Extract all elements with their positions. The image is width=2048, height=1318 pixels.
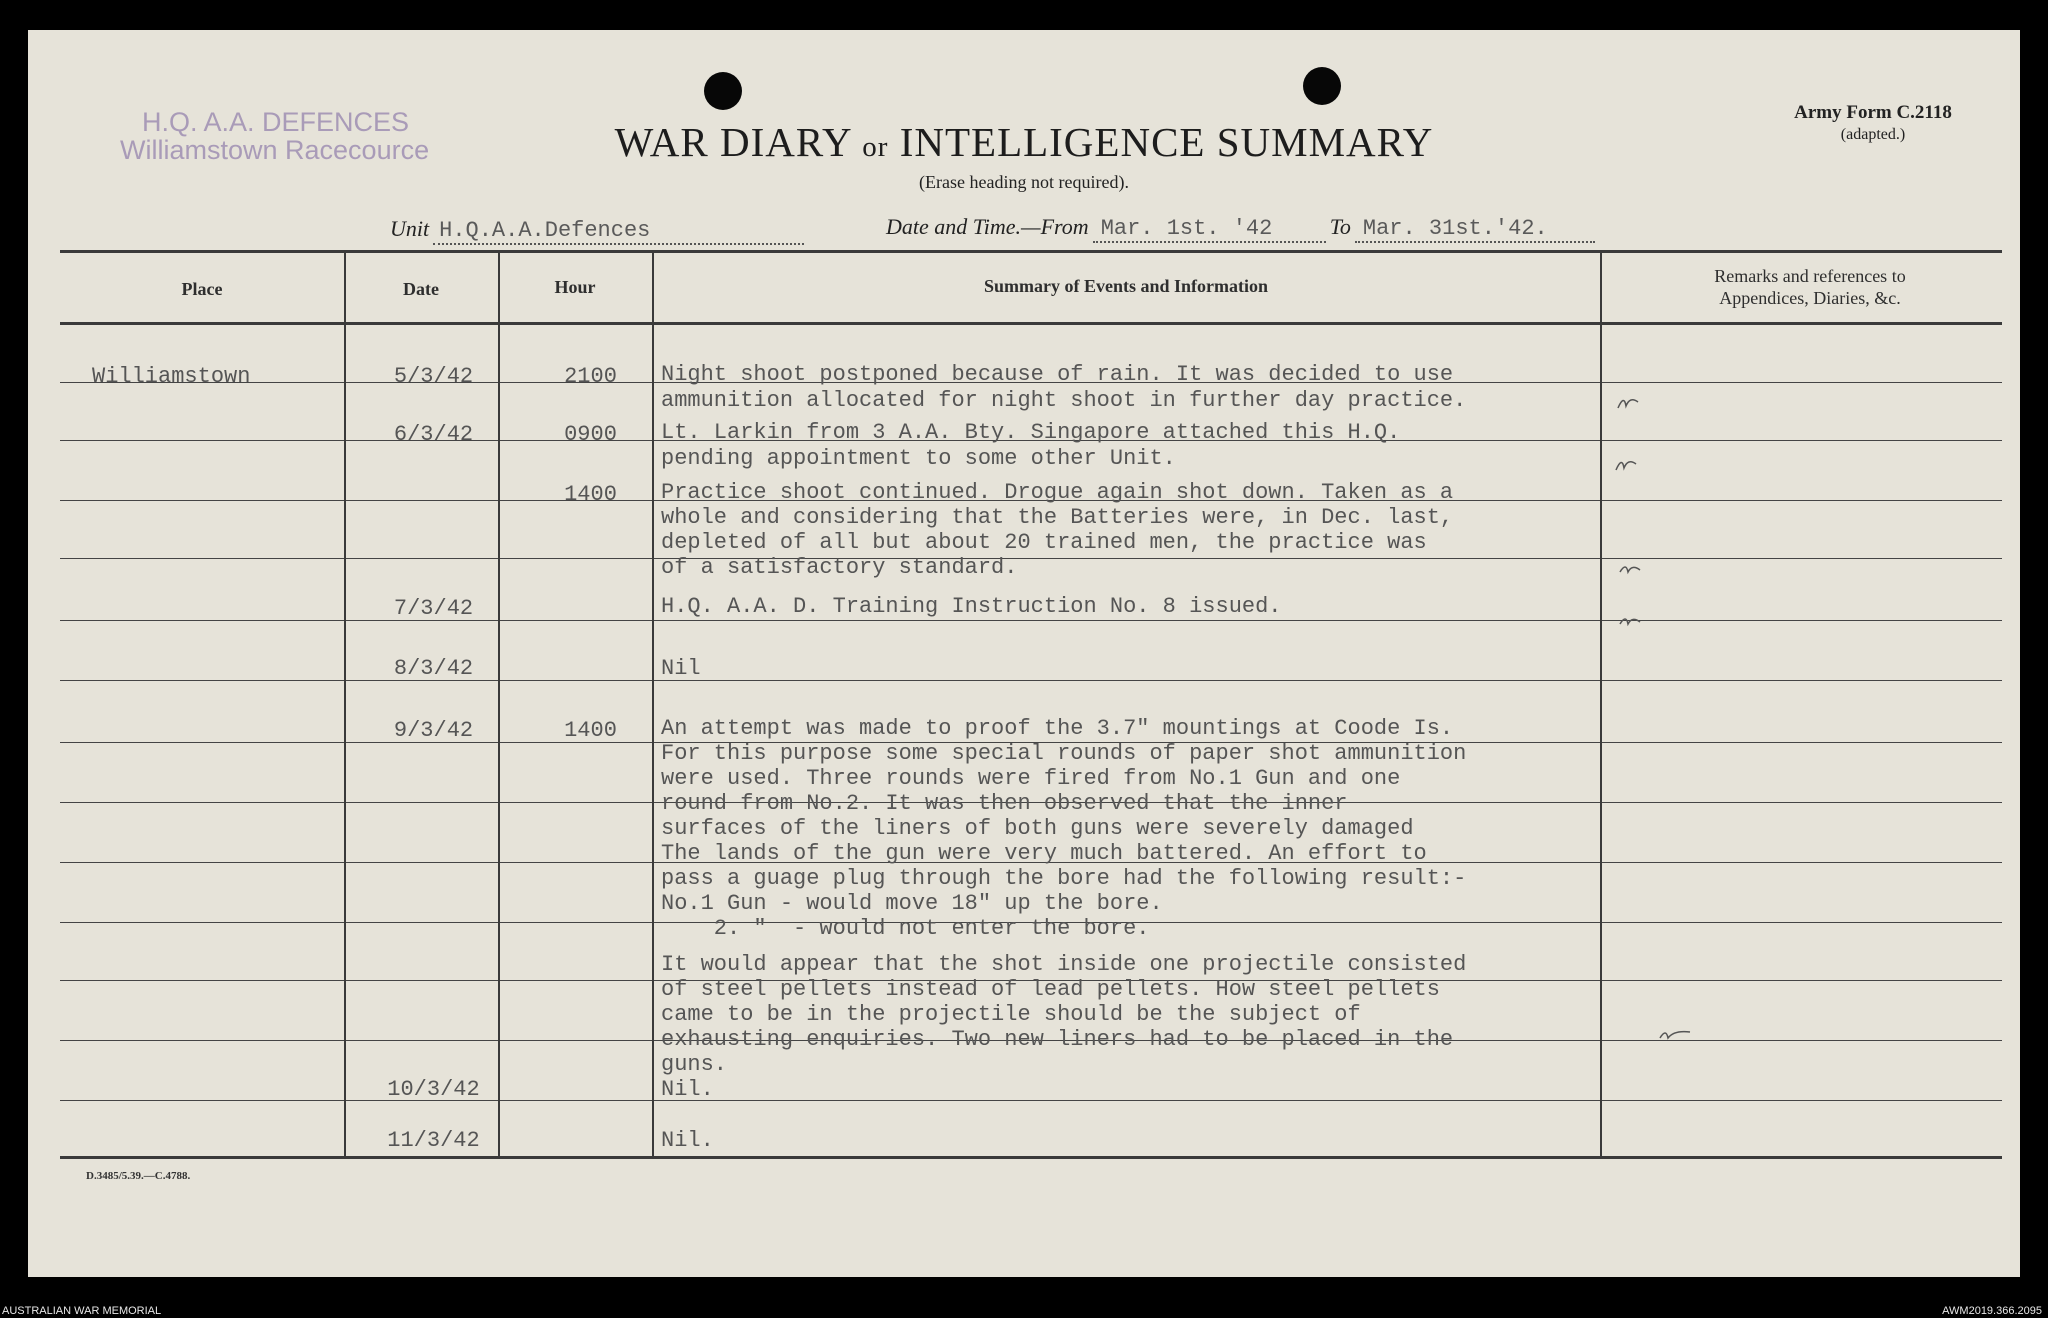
entry-date: 9/3/42: [393, 718, 474, 743]
summary-line: depleted of all but about 20 trained men, the practice was: [661, 530, 1427, 555]
summary-line: whole and considering that the Batteries were, in Dec. last,: [661, 505, 1454, 530]
summary-line: of steel pellets instead of lead pellets. How steel pellets: [661, 977, 1440, 1002]
initials-marks: [1608, 380, 1688, 1080]
entry-date: 8/3/42: [393, 656, 474, 681]
summary-line: It would appear that the shot inside one projectile consisted: [661, 952, 1467, 977]
to-date: Mar. 31st.'42.: [1355, 216, 1595, 243]
summary-line: ammunition allocated for night shoot in further day practice.: [661, 388, 1467, 413]
title-or: or: [862, 131, 889, 163]
entry-date: 7/3/42: [393, 596, 474, 621]
summary-line: For this purpose some special rounds of paper shot ammunition: [661, 741, 1467, 766]
remarks-header-line-1: Remarks and references to: [1714, 266, 1906, 286]
summary-line: 2. " - would not enter the bore.: [661, 916, 1150, 941]
unit-value: H.Q.A.A.Defences: [433, 218, 804, 245]
summary-line: were used. Three rounds were fired from No.1 Gun and one: [661, 766, 1401, 791]
summary-line: of a satisfactory standard.: [661, 555, 1018, 580]
summary-line: exhausting enquiries. Two new liners had to be placed in the: [661, 1027, 1454, 1052]
initials-mark: [1616, 462, 1636, 470]
title-part-2: INTELLIGENCE SUMMARY: [899, 119, 1434, 165]
summary-line: Nil: [661, 656, 701, 681]
entry-hour: 2100: [564, 364, 617, 389]
stamp-line-1: H.Q. A.A. DEFENCES: [142, 107, 410, 137]
place-value: Williamstown: [92, 364, 251, 389]
punch-hole-left: [704, 72, 742, 110]
summary-line: guns.: [661, 1052, 728, 1077]
summary-line: Night shoot postponed because of rain. It was decided to use: [661, 362, 1454, 387]
column-divider: [1600, 251, 1602, 1159]
summary-line: came to be in the projectile should be the subject of: [661, 1002, 1361, 1027]
summary-line: pending appointment to some other Unit.: [661, 446, 1176, 471]
title-part-1: WAR DIARY: [614, 119, 852, 165]
summary-line: H.Q. A.A. D. Training Instruction No. 8 issued.: [661, 594, 1282, 619]
summary-line: An attempt was made to proof the 3.7" mountings at Coode Is.: [661, 716, 1454, 741]
initials-mark: [1620, 619, 1640, 624]
to-label: To: [1329, 214, 1351, 239]
unit-line: [390, 216, 804, 245]
initials-mark: [1660, 1032, 1690, 1038]
date-time-line: [886, 214, 1595, 243]
entry-hour: 1400: [564, 482, 617, 507]
column-header-summary: Summary of Events and Information: [983, 276, 1269, 296]
unit-label: Unit: [390, 216, 430, 241]
table-bottom-rule: [60, 1156, 2002, 1159]
archive-reference: AWM2019.366.2095: [1942, 1305, 2042, 1317]
from-date: Mar. 1st. '42: [1093, 216, 1326, 243]
summary-line: Practice shoot continued. Drogue again shot down. Taken as a: [661, 480, 1454, 505]
stamp-line-2: Williamstown Racecource: [120, 135, 430, 165]
print-code: D.3485/5.39.—C.4788.: [86, 1170, 191, 1182]
table-top-rule: [60, 250, 2002, 253]
subtitle: (Erase heading not required).: [919, 172, 1129, 192]
date-time-label: Date and Time.—From: [886, 214, 1089, 239]
summary-line: The lands of the gun were very much battered. An effort to: [661, 841, 1427, 866]
entry-date: 5/3/42: [393, 364, 474, 389]
entry-date: 6/3/42: [393, 422, 474, 447]
summary-line: Lt. Larkin from 3 A.A. Bty. Singapore attached this H.Q.: [661, 420, 1401, 445]
form-number-text: Army Form C.2118: [1794, 102, 1952, 123]
summary-line: pass a guage plug through the bore had the following result:-: [661, 866, 1467, 891]
header-bottom-rule: [60, 322, 2002, 325]
column-header-place: Place: [181, 279, 223, 299]
entry-hour: 1400: [564, 718, 617, 743]
page-title: [28, 118, 2020, 166]
remarks-header-line-2: Appendices, Diaries, &c.: [1719, 288, 1901, 308]
column-header-hour: Hour: [554, 277, 596, 297]
entry-date: 10/3/42: [387, 1077, 480, 1102]
punch-hole-right: [1303, 67, 1341, 105]
row-rule: [60, 558, 2002, 559]
summary-line: round from No.2. It was then observed that the inner: [661, 791, 1348, 816]
entry-hour: 0900: [564, 422, 617, 447]
form-number: [1743, 102, 2003, 146]
initials-mark: [1620, 567, 1640, 572]
summary-line: Nil.: [661, 1077, 714, 1102]
diary-page: [28, 30, 2020, 1277]
form-adapted: (adapted.): [1840, 126, 1906, 143]
summary-line: No.1 Gun - would move 18" up the bore.: [661, 891, 1163, 916]
column-header-remarks: [1600, 265, 2020, 309]
initials-mark: [1618, 400, 1638, 408]
entry-date: 11/3/42: [387, 1128, 480, 1153]
summary-line: Nil.: [661, 1128, 714, 1153]
archive-label: AUSTRALIAN WAR MEMORIAL: [2, 1305, 162, 1317]
summary-line: surfaces of the liners of both guns were severely damaged: [661, 816, 1414, 841]
column-header-date: Date: [403, 279, 439, 299]
